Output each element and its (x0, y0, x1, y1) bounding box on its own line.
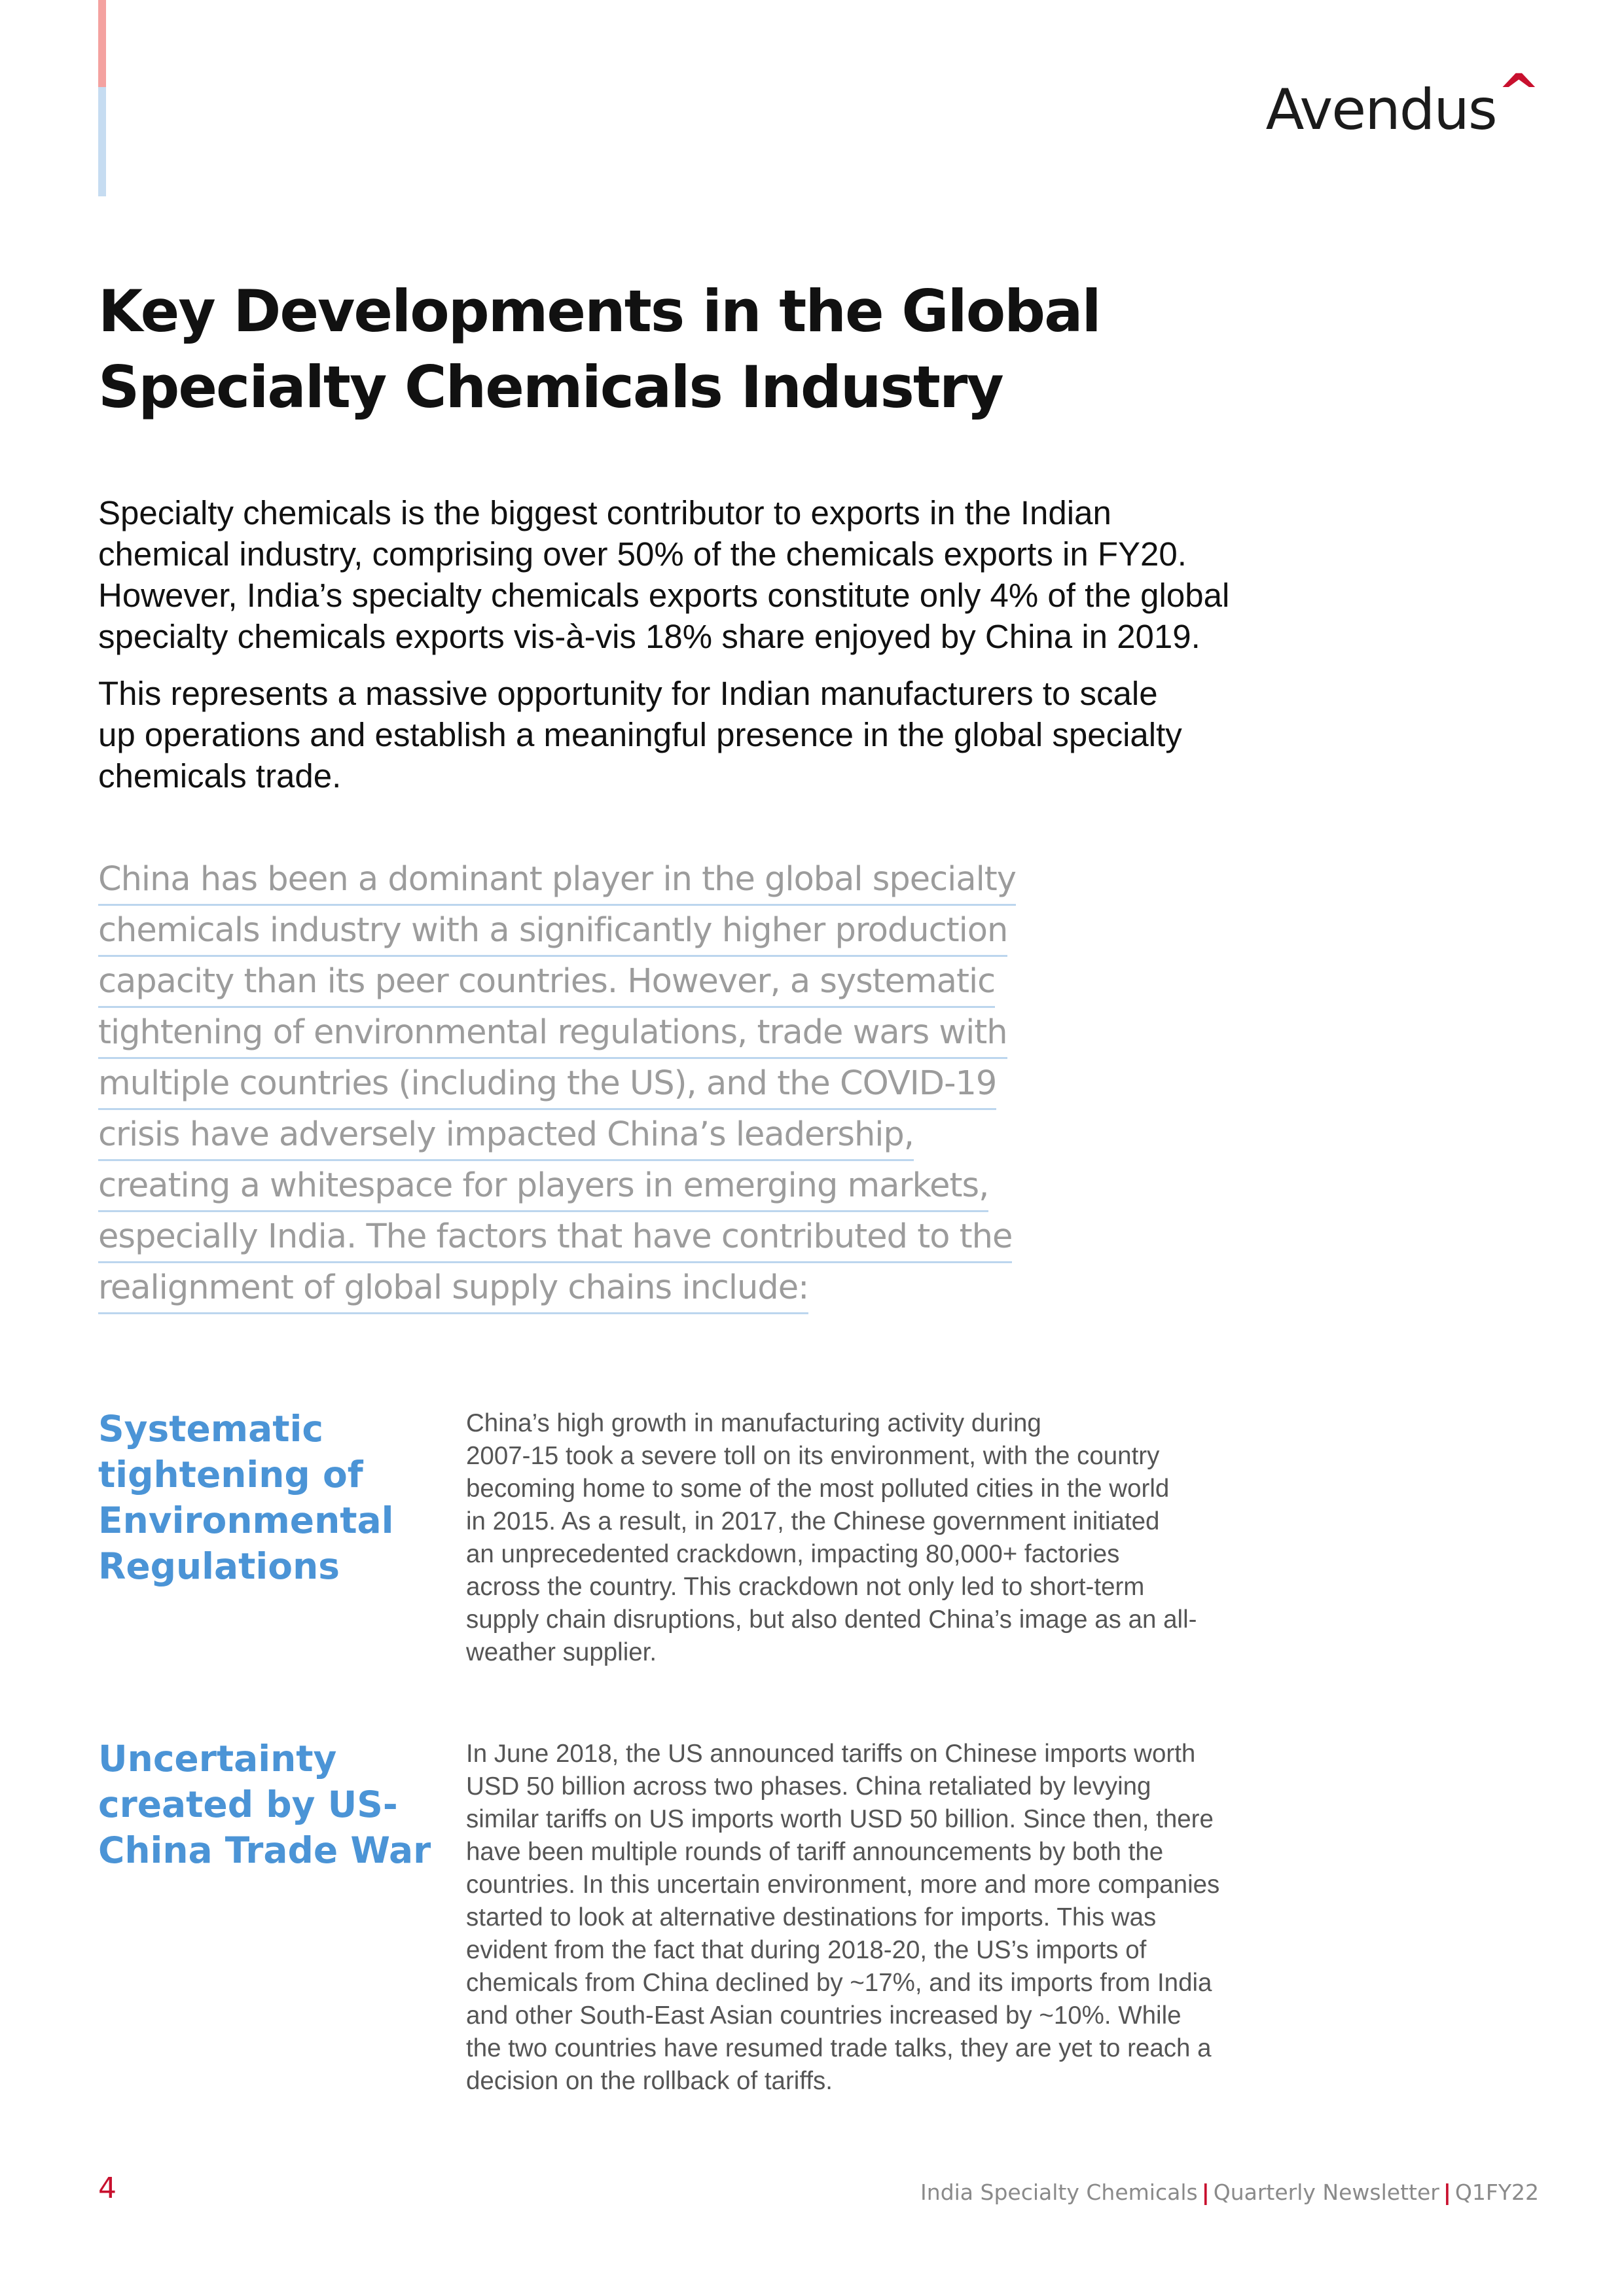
footer-publication-info (920, 2179, 1539, 2205)
heading-line: created by US- (98, 1784, 398, 1825)
heading-line: Systematic (98, 1408, 323, 1450)
text-line: However, India’s specialty chemicals exports constitute only 4% of the global (98, 577, 1230, 614)
footer-publication-name: India Specialty Chemicals (920, 2179, 1198, 2205)
heading-line: Regulations (98, 1545, 340, 1587)
text-line: up operations and establish a meaningful presence in the global specialty (98, 716, 1182, 753)
section-body-environmental-regulations (466, 1407, 1310, 1669)
avendus-logo (1265, 64, 1539, 143)
highlight-line: tightening of environmental regulations, trade wars with (98, 1008, 1007, 1059)
heading-line: tightening of (98, 1454, 363, 1496)
title-line: Specialty Chemicals Industry (98, 353, 1003, 421)
highlight-line: multiple countries (including the US), and the COVID-19 (98, 1059, 996, 1110)
text-line: decision on the rollback of tariffs. (466, 2067, 833, 2095)
text-line: have been multiple rounds of tariff announcements by both the (466, 1838, 1164, 1866)
text-line: countries. In this uncertain environment, more and more companies (466, 1871, 1220, 1899)
text-line: becoming home to some of the most polluted cities in the world (466, 1475, 1170, 1503)
text-line: across the country. This crackdown not only led to short-term (466, 1573, 1145, 1601)
text-line: In June 2018, the US announced tariffs on Chinese imports worth (466, 1740, 1196, 1768)
text-line: chemicals trade. (98, 757, 342, 795)
text-line: similar tariffs on US imports worth USD 50 billion. Since then, there (466, 1805, 1214, 1833)
text-line: the two countries have resumed trade talks, they are yet to reach a (466, 2034, 1212, 2062)
footer-quarter: Q1FY22 (1454, 2179, 1539, 2205)
heading-line: Uncertainty (98, 1738, 337, 1780)
footer-separator: | (1443, 2179, 1451, 2205)
highlight-line: especially India. The factors that have contributed to the (98, 1212, 1012, 1263)
highlight-quote (98, 855, 1028, 1314)
text-line: evident from the fact that during 2018-20, the US’s imports of (466, 1936, 1147, 1964)
text-line: Specialty chemicals is the biggest contributor to exports in the Indian (98, 494, 1111, 531)
highlight-line: creating a whitespace for players in emerging markets, (98, 1161, 988, 1212)
text-line: 2007-15 took a severe toll on its environment, with the country (466, 1442, 1160, 1470)
intro-paragraph-1 (98, 492, 1342, 657)
heading-line: China Trade War (98, 1829, 431, 1871)
highlight-line: capacity than its peer countries. However, a systematic (98, 957, 995, 1008)
section-body-trade-war (466, 1738, 1310, 2098)
section-heading-environmental-regulations (98, 1406, 439, 1589)
title-line: Key Developments in the Global (98, 278, 1100, 345)
highlight-line: China has been a dominant player in the global specialty (98, 855, 1016, 906)
logo-caret-mark: ^ (1497, 64, 1539, 123)
text-line: USD 50 billion across two phases. China retaliated by levying (466, 1772, 1151, 1801)
footer-newsletter-type: Quarterly Newsletter (1213, 2179, 1439, 2205)
highlight-line: crisis have adversely impacted China’s leadership, (98, 1110, 914, 1161)
page-title (98, 274, 1211, 425)
text-line: started to look at alternative destinations for imports. This was (466, 1903, 1157, 1931)
logo-text: Avendus (1265, 77, 1496, 143)
text-line: This represents a massive opportunity for Indian manufacturers to scale (98, 675, 1158, 712)
accent-bar-blue (98, 87, 106, 196)
heading-line: Environmental (98, 1499, 394, 1541)
footer-separator: | (1201, 2179, 1210, 2205)
text-line: China’s high growth in manufacturing activity during (466, 1409, 1041, 1437)
text-line: weather supplier. (466, 1638, 657, 1666)
text-line: an unprecedented crackdown, impacting 80,000+ factories (466, 1540, 1120, 1568)
text-line: supply chain disruptions, but also dented China’s image as an all- (466, 1605, 1197, 1634)
text-line: in 2015. As a result, in 2017, the Chinese government initiated (466, 1507, 1160, 1535)
page-number: 4 (98, 2172, 117, 2205)
accent-bar-pink (98, 0, 106, 87)
highlight-line: realignment of global supply chains include: (98, 1263, 808, 1314)
intro-paragraph-2 (98, 673, 1342, 797)
section-heading-trade-war (98, 1736, 439, 1873)
text-line: chemicals from China declined by ~17%, and its imports from India (466, 1969, 1212, 1997)
text-line: chemical industry, comprising over 50% of the chemicals exports in FY20. (98, 535, 1187, 573)
highlight-line: chemicals industry with a significantly higher production (98, 906, 1007, 957)
text-line: and other South-East Asian countries increased by ~10%. While (466, 2001, 1182, 2030)
text-line: specialty chemicals exports vis-à-vis 18% share enjoyed by China in 2019. (98, 618, 1200, 655)
